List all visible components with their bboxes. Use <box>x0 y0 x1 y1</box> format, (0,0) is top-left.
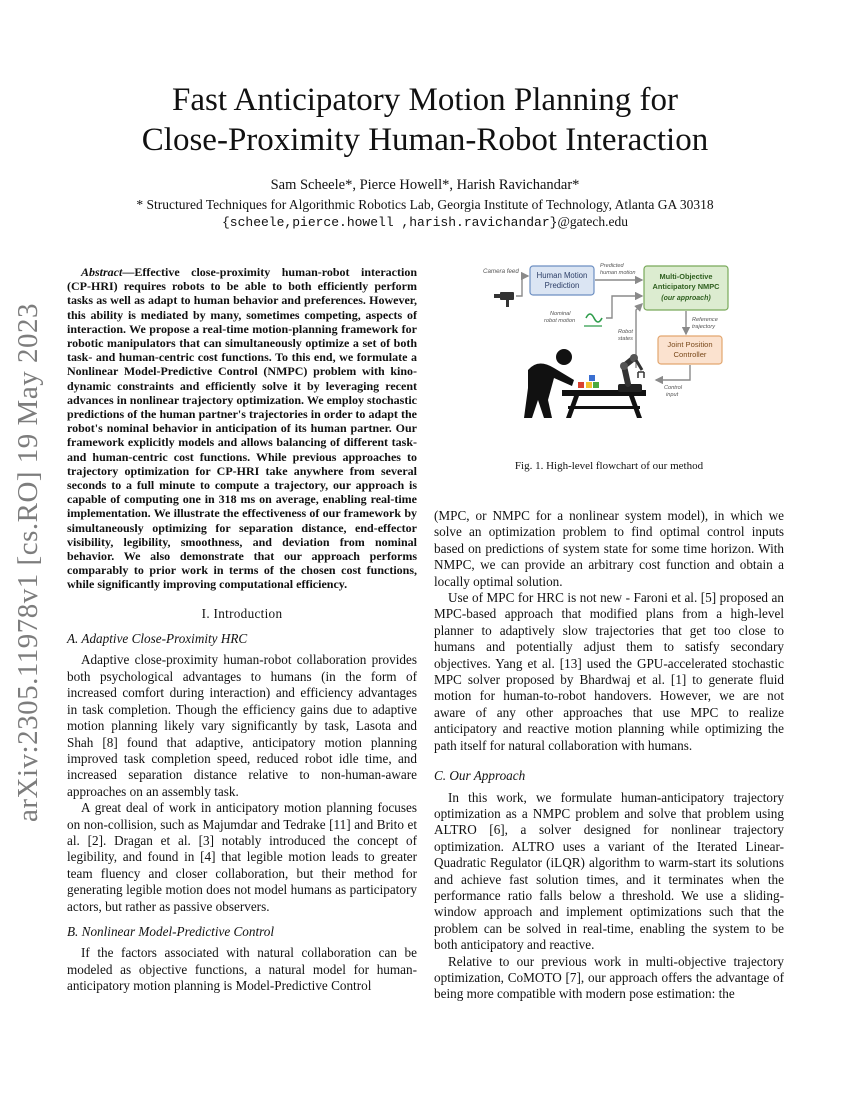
nmpc-label-2: Anticipatory NMPC <box>652 282 720 291</box>
reference-label-2: trajectory <box>692 324 716 330</box>
paragraph: Adaptive close-proximity human-robot collaboration provides both psychological advantages to humans (in the form of increased comfort during interaction) and efficiency advantages in task completion. Though the efficiency gains due to adaptive motion planning likely vary significantly by task, Lasota and Shah [8] found that adaptive, anticipatory motion planning improved task completion speed, reduced robot idle time, and increased separation distance relative to non-human-aware approaches on an assembly task. <box>67 652 417 799</box>
jpc-label-2: Controller <box>673 350 707 359</box>
subsection-heading-a: A. Adaptive Close-Proximity HRC <box>67 631 248 647</box>
paragraph: Use of MPC for HRC is not new - Faroni et al. [5] proposed an MPC-based approach that modified plans from a high-level planner to adaptively slow trajectories that get too close to humans and potentially adjust them to satisfy secondary objectives. Yang et al. [13] used the GPU-accelerated stochastic MPC solver proposed by Bhardwaj et al. [1] to generate fluid motion for human-to-robot handovers. However, we are not aware of any other approaches that use MPC to realize anticipatory and reactive motion planning while optimizing the path itself for natural collaboration with humans. <box>434 590 784 753</box>
paragraph: In this work, we formulate human-anticipatory trajectory optimization as a NMPC problem and solve that problem using ALTRO [6], a solver designed for nonlinear trajectory optimization. ALTRO uses a variant of the Iterated Linear-Quadratic Regulator (iLQR) algorithm to warm-start its solutions and achieve fast solution times, and it terminates when the performance ratio falls below a threshold. We use a sliding-window approach and implement optimizations such that the problem can be solved in real-time, enabling the system to be both anticipatory and reactive. <box>434 789 784 953</box>
abstract-text: —Effective close-proximity human-robot interaction (CP-HRI) requires robots to be able to both efficiently perform tasks as well as adapt to human behavior and preferences. However, this ability is mediated by many, sometimes competing, aspects of interaction. We propose a real-time motion-planning framework for robotic manipulators that can simultaneously optimize a set of both task- and human-centric cost functions. To this end, we formulate a Nonlinear Model-Predictive Control (NMPC) problem with kino-dynamic constraints and efficiently solve it by leveraging recent advances in nonlinear trajectory optimization. We employ stochastic predictions of the human partner's trajectories in order to adapt the robot's nominal behavior in anticipation of its human partner. Our framework explicitly models and allows balancing of different task- and human-centric cost functions. While previous approaches to trajectory optimization for CP-HRI take anywhere from several seconds to a full minute to compute a trajectory, our approach is capable of computing one in 318 ms on average, enabling real-time implementation. We illustrate the effectiveness of our framework by simultaneously optimizing for separation distance, end-effector visibility, legibility, smoothness, and deviation from nominal behavior. We also demonstrate that our approach performs comparably to prior work in terms of the chosen cost functions, while significantly improving computational efficiency. <box>67 265 417 592</box>
arrow-jpc-to-robot <box>656 365 690 380</box>
hmp-label-2: Prediction <box>544 281 580 290</box>
right-column <box>434 508 784 1003</box>
reference-label-1: Reference <box>692 317 718 323</box>
hmp-label-1: Human Motion <box>536 271 588 280</box>
robot-states-label-1: Robot <box>618 329 633 335</box>
authors: Sam Scheele*, Pierce Howell*, Harish Ravichandar* <box>270 177 580 193</box>
cube-red <box>578 382 584 388</box>
predicted-label-2: human motion <box>600 270 636 276</box>
paragraph: If the factors associated with natural collaboration can be modeled as objective functions, a natural model for human-anticipatory motion planning is Model-Predictive Control <box>67 945 417 994</box>
title-line-1: Fast Anticipatory Motion Planning for <box>172 82 678 118</box>
email-domain: @gatech.edu <box>557 214 628 229</box>
subsection-heading-b: B. Nonlinear Model-Predictive Control <box>67 923 275 939</box>
figure-caption: Fig. 1. High-level flowchart of our method <box>514 460 704 472</box>
email-names: {scheele,pierce.howell ,harish.ravichandar} <box>222 215 558 230</box>
robot-states-label-2: states <box>618 336 633 342</box>
affiliation: * Structured Techniques for Algorithmic Robotics Lab, Georgia Institute of Technology, Atlanta GA 30318 <box>136 197 714 212</box>
paragraph: Relative to our previous work in multi-objective trajectory optimization, CoMOTO [7], our approach offers the advantage of being more compatible with modern pose estimation: the <box>434 953 784 1002</box>
camera-feed-label: Camera feed <box>483 268 519 275</box>
table-icon <box>562 390 646 418</box>
control-label-1: Control <box>664 385 683 391</box>
nmpc-label-3: (our approach) <box>661 295 711 302</box>
abstract-label: Abstract <box>81 265 123 279</box>
control-label-2: input <box>666 392 679 398</box>
robot-arm-icon <box>618 354 644 392</box>
paper-title <box>60 80 790 160</box>
title-line-2: Close-Proximity Human-Robot Interaction <box>141 122 709 158</box>
email <box>60 213 790 231</box>
figure-flowchart <box>478 258 780 418</box>
flowchart-svg <box>478 258 780 418</box>
jpc-label-1: Joint Position <box>667 340 713 349</box>
nominal-wave-icon <box>586 314 602 322</box>
nmpc-label-1: Multi-Objective <box>659 272 713 281</box>
subsection-heading-c: C. Our Approach <box>434 768 526 784</box>
camera-icon <box>494 292 514 307</box>
human-icon <box>524 349 574 418</box>
paragraph: (MPC, or NMPC for a nonlinear system model), in which we solve an optimization problem to find optimal control inputs based on predictions of system state for some time horizon. With NMPC, we can provide an arbitrary cost function and obtain a locally optimal solution. <box>434 508 784 589</box>
arrow-camera-to-hmp <box>516 276 528 296</box>
left-column <box>67 265 417 995</box>
section-heading-introduction: I. Introduction <box>201 605 283 621</box>
predicted-label-1: Predicted <box>600 263 624 269</box>
cube-green <box>593 382 599 388</box>
abstract <box>67 265 417 592</box>
arxiv-sidebar <box>6 282 50 842</box>
nominal-label-1: Nominal <box>550 311 571 317</box>
arxiv-id: arXiv:2305.11978v1 [cs.RO] 19 May 2023 <box>11 302 44 822</box>
cube-yellow <box>586 382 592 388</box>
cube-blue <box>589 375 595 381</box>
paragraph: A great deal of work in anticipatory motion planning focuses on non-collision, such as Majumdar and Tedrake [11] and Brito et al. [2]. Dragan et al. [3] notably introduced the concept of legibility, and found in [4] that legible motion leads to greater team fluency and closer collaboration, but their method for generating legible motion does not model humans as participatory actors, but rather as passive observers. <box>67 800 417 914</box>
nominal-label-2: robot motion <box>544 318 576 324</box>
